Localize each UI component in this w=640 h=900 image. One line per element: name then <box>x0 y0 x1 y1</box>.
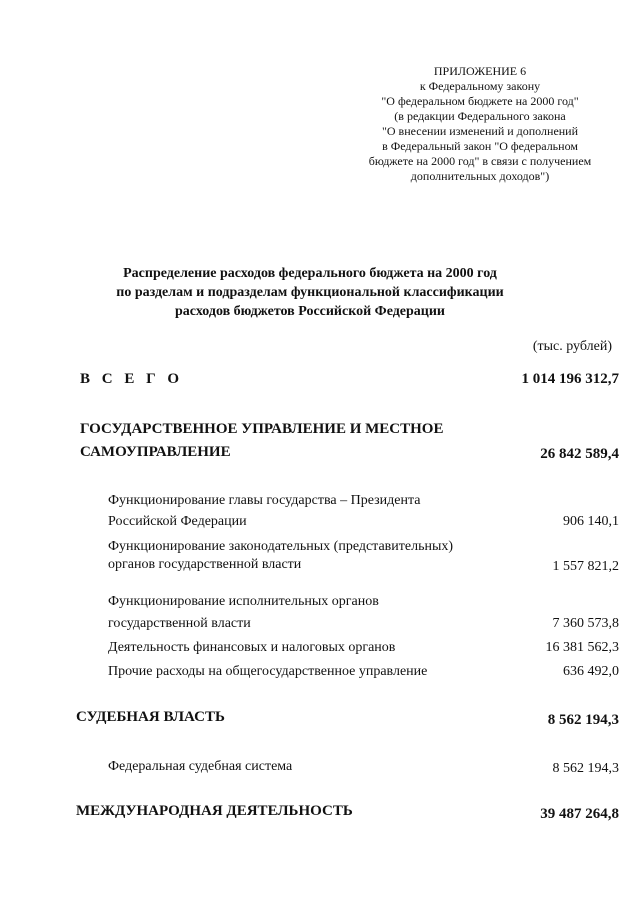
subsection-label: Функционирование законодательных (представительных) <box>108 539 454 554</box>
appendix-line: дополнительных доходов") <box>410 169 550 183</box>
subsection-label: государственной власти <box>108 616 251 631</box>
subsection-value: 7 360 573,8 <box>552 616 619 631</box>
subsection-label: Федеральная судебная система <box>108 759 293 774</box>
title-line: Распределение расходов федерального бюджета на 2000 год <box>123 266 497 281</box>
total-label: В С Е Г О <box>80 371 184 387</box>
appendix-line: (в редакции Федерального закона <box>394 109 566 123</box>
subsection-label: Деятельность финансовых и налоговых органов <box>108 640 396 655</box>
appendix-header <box>330 64 630 184</box>
appendix-line: "О федеральном бюджете на 2000 год" <box>381 94 579 108</box>
subsection-label: Российской Федерации <box>108 514 247 529</box>
title-line: расходов бюджетов Российской Федерации <box>175 304 445 319</box>
appendix-line: к Федеральному закону <box>419 79 541 93</box>
units-note: (тыс. рублей) <box>532 339 612 354</box>
subsection-value: 906 140,1 <box>563 514 619 529</box>
appendix-line: "О внесении изменений и дополнений <box>381 124 579 138</box>
document-title <box>60 264 560 321</box>
appendix-line: в Федеральный закон "О федеральном <box>382 139 578 153</box>
subsection-label: Прочие расходы на общегосударственное управление <box>108 664 428 679</box>
section-value: 26 842 589,4 <box>540 446 619 462</box>
section-label: ГОСУДАРСТВЕННОЕ УПРАВЛЕНИЕ И МЕСТНОЕ <box>80 421 444 437</box>
total-value: 1 014 196 312,7 <box>521 371 619 387</box>
section-value: 39 487 264,8 <box>540 806 619 822</box>
subsection-value: 1 557 821,2 <box>552 559 619 574</box>
section-label: СУДЕБНАЯ ВЛАСТЬ <box>76 709 225 725</box>
title-line: по разделам и подразделам функциональной классификации <box>116 285 504 300</box>
appendix-line: бюджете на 2000 год" в связи с получением <box>368 154 592 168</box>
section-value: 8 562 194,3 <box>547 712 619 728</box>
subsection-value: 636 492,0 <box>563 664 619 679</box>
subsection-label: Функционирование исполнительных органов <box>108 594 379 609</box>
subsection-value: 8 562 194,3 <box>552 761 619 776</box>
section-label: САМОУПРАВЛЕНИЕ <box>80 444 231 460</box>
subsection-label: Функционирование главы государства – Президента <box>108 493 421 508</box>
subsection-value: 16 381 562,3 <box>545 640 619 655</box>
appendix-line: ПРИЛОЖЕНИЕ 6 <box>433 64 527 78</box>
subsection-label: органов государственной власти <box>108 557 302 572</box>
section-label: МЕЖДУНАРОДНАЯ ДЕЯТЕЛЬНОСТЬ <box>76 803 353 819</box>
